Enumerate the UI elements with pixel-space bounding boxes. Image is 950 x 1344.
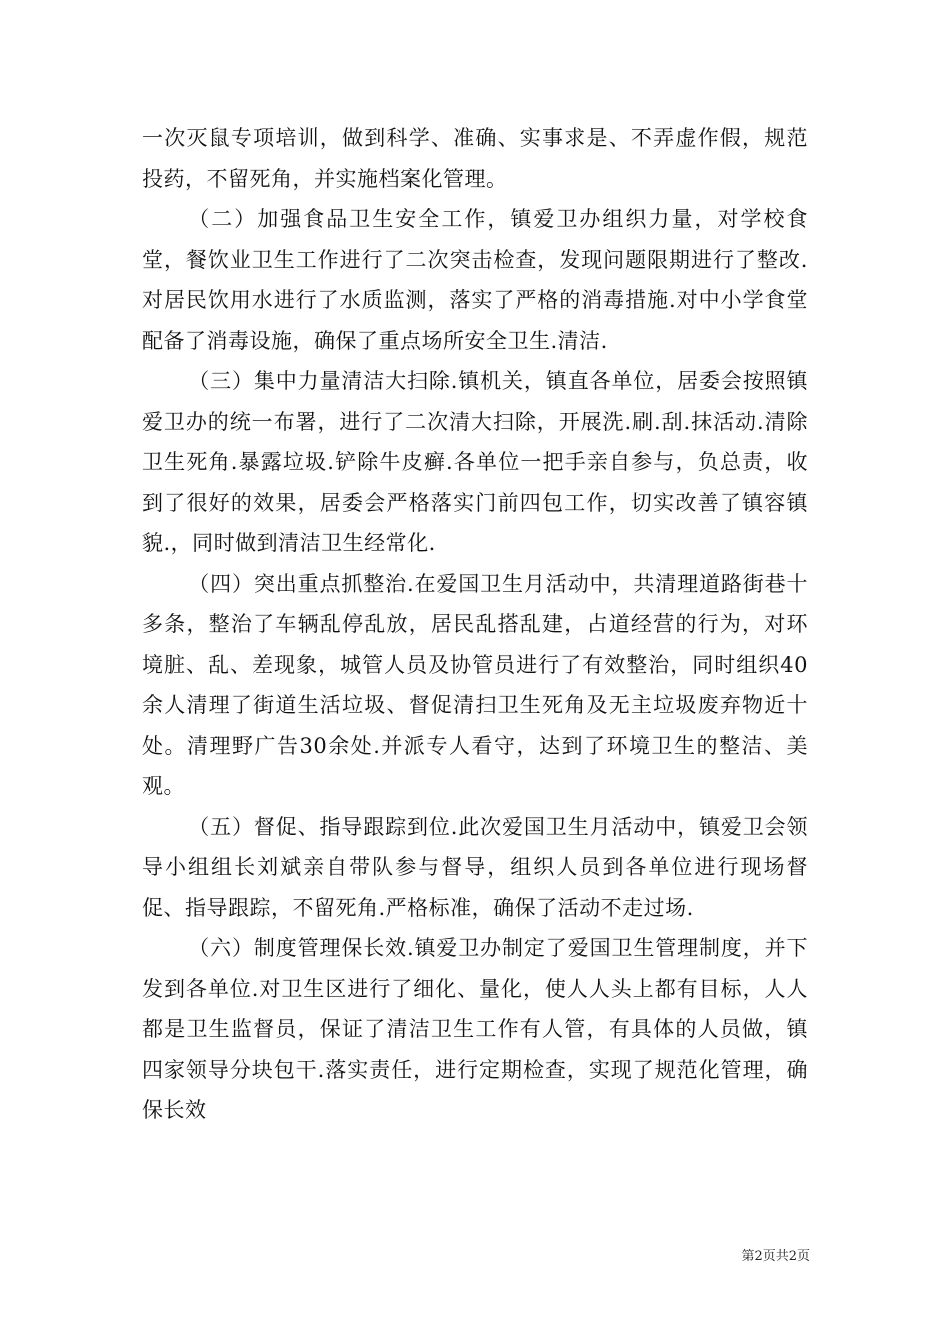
paragraph-4: （四）突出重点抓整治.在爱国卫生月活动中，共清理道路街巷十多条，整治了车辆乱停乱放，居民乱搭乱建，占道经营的行为，对环境脏、乱、差现象，城管人员及协管员进行了有效整治，同时组织40余人清理了街道生活垃圾、督促清扫卫生死角及无主垃圾废弃物近十处。清理野广告30余处.并派专人看守，达到了环境卫生的整洁、美观。 [142, 571, 808, 798]
paragraph-3: （三）集中力量清洁大扫除.镇机关，镇直各单位，居委会按照镇爱卫办的统一布署，进行了二次清大扫除，开展洗.刷.刮.抹活动.清除卫生死角.暴露垃圾.铲除牛皮癣.各单位一把手亲自参与，负总责，收到了很好的效果，居委会严格落实门前四包工作，切实改善了镇容镇貌.，同时做到清洁卫生经常化. [142, 369, 808, 555]
paragraph-2: （二）加强食品卫生安全工作，镇爱卫办组织力量，对学校食堂，餐饮业卫生工作进行了二次突击检查，发现问题限期进行了整改.对居民饮用水进行了水质监测，落实了严格的消毒措施.对中小学食堂配备了消毒设施，确保了重点场所安全卫生.清洁. [142, 207, 808, 353]
paragraph-5: （五）督促、指导跟踪到位.此次爱国卫生月活动中，镇爱卫会领导小组组长刘斌亲自带队参与督导，组织人员到各单位进行现场督促、指导跟踪，不留死角.严格标准，确保了活动不走过场. [142, 814, 808, 920]
document-body [142, 118, 808, 1131]
paragraph-1: 一次灭鼠专项培训，做到科学、准确、实事求是、不弄虚作假，规范投药，不留死角，并实施档案化管理。 [142, 126, 808, 191]
paragraph-6: （六）制度管理保长效.镇爱卫办制定了爱国卫生管理制度，并下发到各单位.对卫生区进行了细化、量化，使人人头上都有目标，人人都是卫生监督员，保证了清洁卫生工作有人管，有具体的人员做，镇四家领导分块包干.落实责任，进行定期检查，实现了规范化管理，确保长效 [142, 936, 808, 1122]
page-number-footer: 第2页共2页 [741, 1249, 810, 1264]
